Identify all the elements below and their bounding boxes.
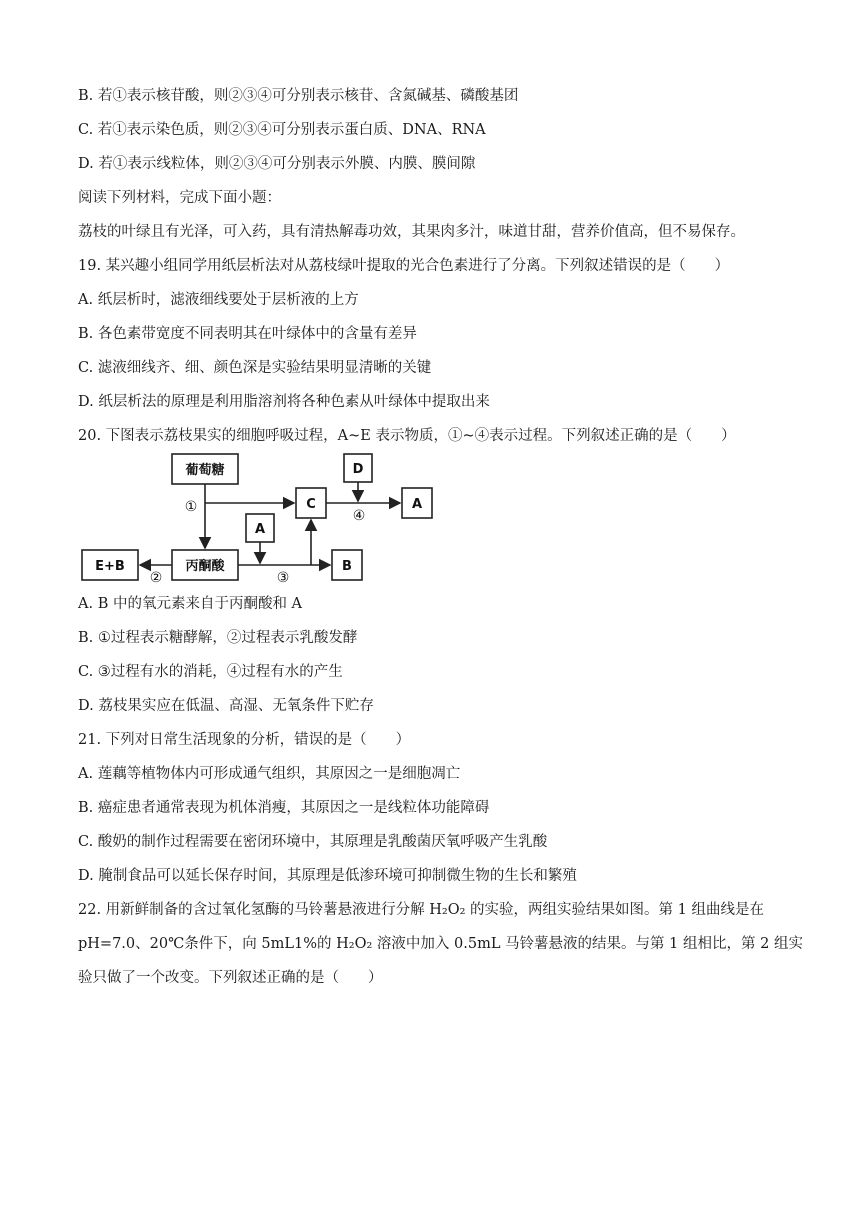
q19-option-c: C. 滤液细线齐、细、颜色深是实验结果明显清晰的关键 (78, 360, 432, 376)
q22-line-1: 22. 用新鲜制备的含过氧化氢酶的马铃薯悬液进行分解 H₂O₂ 的实验，两组实验结果如图。第 1 组曲线是在 (78, 902, 764, 918)
step2-label: ② (149, 570, 163, 586)
q20-option-c: C. ③过程有水的消耗，④过程有水的产生 (78, 664, 343, 680)
reading-material: 荔枝的叶绿且有光泽，可入药，具有清热解毒功效，其果肉多汁，味道甘甜，营养价值高，但不易保存。 (78, 224, 745, 240)
q21-option-a: A. 莲藕等植物体内可形成通气组织，其原因之一是细胞凋亡 (78, 766, 461, 782)
q21-option-c: C. 酸奶的制作过程需要在密闭环境中，其原理是乳酸菌厌氧呼吸产生乳酸 (78, 834, 548, 850)
c-label: C (306, 497, 316, 512)
q19-stem: 19. 某兴趣小组同学用纸层析法对从荔枝绿叶提取的光合色素进行了分离。下列叙述错误的是（ ） (78, 258, 730, 274)
q20-option-a: A. B 中的氧元素来自于丙酮酸和 A (78, 596, 303, 612)
pyruvate-label: 丙酮酸 (185, 559, 225, 574)
step3-label: ③ (276, 570, 290, 586)
q18-option-c: C. 若①表示染色质，则②③④可分别表示蛋白质、DNA、RNA (78, 122, 486, 138)
q21-option-b: B. 癌症患者通常表现为机体消瘦，其原因之一是线粒体功能障碍 (78, 800, 490, 816)
q22-line-2: pH=7.0、20℃条件下，向 5mL1%的 H₂O₂ 溶液中加入 0.5mL 马铃薯悬液的结果。与第 1 组相比，第 2 组实 (78, 936, 803, 952)
d-label: D (352, 462, 364, 477)
q22-line-3: 验只做了一个改变。下列叙述正确的是（ ） (78, 970, 383, 986)
q18-option-d: D. 若①表示线粒体，则②③④可分别表示外膜、内膜、膜间隙 (78, 156, 476, 172)
q20-option-b: B. ①过程表示糖酵解，②过程表示乳酸发酵 (78, 630, 358, 646)
q18-option-b: B. 若①表示核苷酸，则②③④可分别表示核苷、含氮碱基、磷酸基团 (78, 88, 519, 104)
respiration-diagram-svg (78, 450, 438, 590)
respiration-diagram (78, 450, 438, 590)
a-right-label: A (411, 497, 423, 512)
step1-label: ① (184, 499, 198, 515)
eb-label: E+B (95, 559, 125, 574)
b-label: B (342, 559, 352, 574)
glucose-label: 葡萄糖 (185, 463, 225, 478)
q20-stem: 20. 下图表示荔枝果实的细胞呼吸过程，A~E 表示物质，①~④表示过程。下列叙述正确的是（ ） (78, 428, 736, 444)
q21-option-d: D. 腌制食品可以延长保存时间，其原理是低渗环境可抑制微生物的生长和繁殖 (78, 868, 577, 884)
a-top-label: A (254, 522, 266, 537)
q21-stem: 21. 下列对日常生活现象的分析，错误的是（ ） (78, 732, 411, 748)
q19-option-d: D. 纸层析法的原理是利用脂溶剂将各种色素从叶绿体中提取出来 (78, 394, 490, 410)
step4-label: ④ (352, 508, 366, 524)
q20-option-d: D. 荔枝果实应在低温、高湿、无氧条件下贮存 (78, 698, 374, 714)
q19-option-b: B. 各色素带宽度不同表明其在叶绿体中的含量有差异 (78, 326, 417, 342)
q19-option-a: A. 纸层析时，滤液细线要处于层析液的上方 (78, 292, 359, 308)
reading-intro: 阅读下列材料，完成下面小题： (78, 190, 281, 206)
